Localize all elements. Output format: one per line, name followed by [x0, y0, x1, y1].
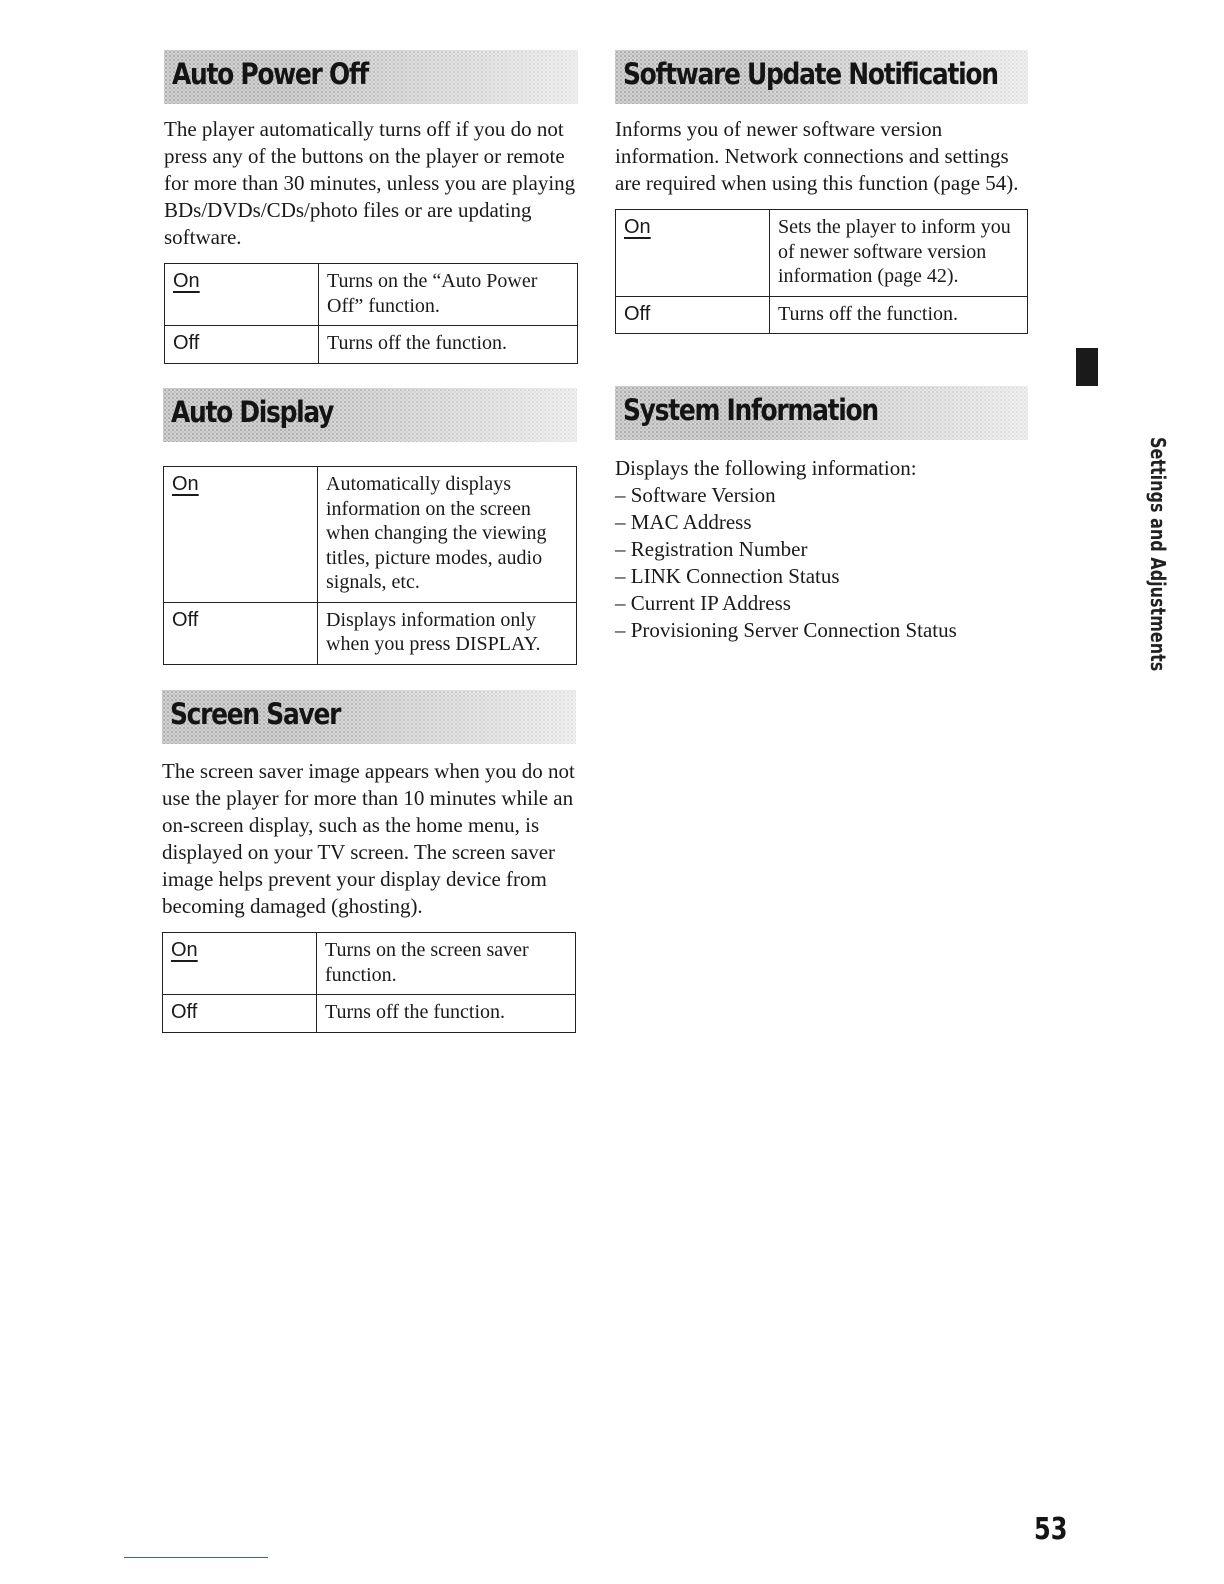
- list-item: – LINK Connection Status: [615, 564, 840, 588]
- footer-divider: [124, 1557, 268, 1558]
- side-tab-label: Settings and Adjustments: [1146, 437, 1170, 672]
- option-name: Off: [163, 995, 317, 1033]
- section-description: The screen saver image appears when you do not use the player for more than 10 minutes while an on-screen display, such as the home menu, is displayed on your TV screen. The screen saver image helps prevent your display device from becoming damaged (ghosting).: [162, 759, 575, 918]
- options-table: [164, 263, 578, 364]
- section-heading: Auto Display: [171, 395, 334, 429]
- option-name: On: [624, 216, 651, 238]
- option-name: Off: [164, 602, 318, 664]
- section-auto-power-off: [164, 50, 578, 364]
- page-number: 53: [1034, 1512, 1068, 1547]
- section-screen-saver: [162, 690, 576, 1033]
- list-item: – MAC Address: [615, 510, 752, 534]
- options-table: [163, 466, 577, 665]
- list-item: – Registration Number: [615, 537, 808, 561]
- option-description: Automatically displays information on the screen when changing the viewing titles, picture modes, audio signals, etc.: [318, 467, 577, 603]
- option-name: On: [172, 473, 199, 495]
- table-row: [164, 467, 577, 603]
- section-software-update-notification: [615, 50, 1028, 334]
- section-auto-display: [163, 388, 577, 665]
- table-row: [163, 933, 576, 995]
- option-name: Off: [165, 326, 319, 364]
- list-item: – Software Version: [615, 483, 776, 507]
- section-heading: System Information: [623, 393, 878, 427]
- table-row: [616, 296, 1028, 334]
- list-item: – Provisioning Server Connection Status: [615, 618, 957, 642]
- option-description: Displays information only when you press DISPLAY.: [318, 602, 577, 664]
- option-description: Turns off the function.: [770, 296, 1028, 334]
- option-description: Sets the player to inform you of newer software version information (page 42).: [770, 210, 1028, 297]
- option-description: Turns off the function.: [317, 995, 576, 1033]
- side-tab-marker: [1076, 348, 1098, 386]
- section-heading: Screen Saver: [170, 697, 341, 731]
- section-description: Informs you of newer software version information. Network connections and settings are required when using this function (page 54).: [615, 117, 1019, 195]
- list-item: – Current IP Address: [615, 591, 791, 615]
- option-description: Turns off the function.: [319, 326, 578, 364]
- section-description: The player automatically turns off if you do not press any of the buttons on the player or remote for more than 30 minutes, unless you are playing BDs/DVDs/CDs/photo files or are updating software.: [164, 117, 576, 249]
- section-heading: Software Update Notification: [623, 57, 998, 91]
- table-row: [165, 264, 578, 326]
- info-list: [615, 482, 1028, 644]
- section-system-information: [615, 386, 1028, 644]
- option-name: On: [171, 939, 198, 961]
- option-name: On: [173, 270, 200, 292]
- table-row: [164, 602, 577, 664]
- table-row: [165, 326, 578, 364]
- option-description: Turns on the “Auto Power Off” function.: [319, 264, 578, 326]
- table-row: [616, 210, 1028, 297]
- option-name: Off: [616, 296, 770, 334]
- options-table: [615, 209, 1028, 334]
- option-description: Turns on the screen saver function.: [317, 933, 576, 995]
- section-heading: Auto Power Off: [172, 57, 368, 91]
- section-description: Displays the following information:: [615, 456, 917, 480]
- table-row: [163, 995, 576, 1033]
- options-table: [162, 932, 576, 1033]
